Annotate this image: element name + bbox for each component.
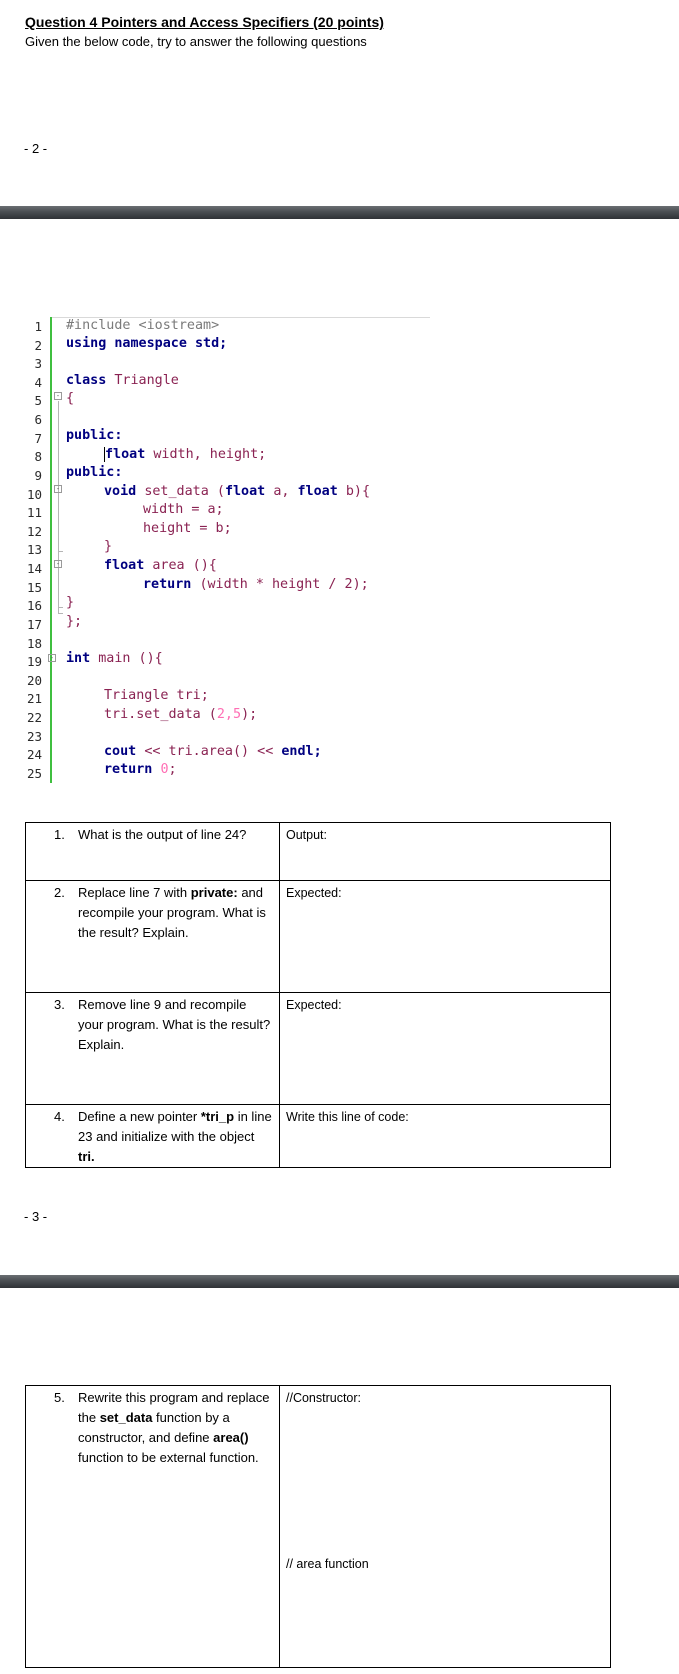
code-line-14: float area (){ <box>104 558 217 573</box>
line-number: 23 <box>26 728 42 744</box>
question-title: Question 4 Pointers and Access Specifiers (20 points) <box>25 14 384 30</box>
page-separator <box>0 1275 679 1288</box>
line-number: 15 <box>26 579 42 595</box>
question-3-text: Remove line 9 and recompile your program. What is the result? Explain. <box>78 997 271 1052</box>
fold-marker-class: - <box>55 392 61 400</box>
line-number: 14 <box>26 561 42 577</box>
line-number: 2 <box>34 337 42 353</box>
answer-label-4: Write this line of code: <box>286 1110 409 1124</box>
code-line-13: } <box>104 539 113 554</box>
line-number: 3 <box>34 356 42 372</box>
code-line-25: return 0; <box>104 762 177 777</box>
answer-label-1: Output: <box>286 828 327 842</box>
line-number: 4 <box>34 374 42 390</box>
code-line-12: height = b; <box>143 521 232 536</box>
fold-line-class <box>58 401 59 613</box>
code-line-17: }; <box>66 614 83 629</box>
line-number: 16 <box>26 598 42 614</box>
question-4-text: Define a new pointer *tri_p in line 23 and initialize with the object tri. <box>78 1109 272 1164</box>
code-line-5: { <box>66 391 75 406</box>
answer-cell-3[interactable] <box>280 993 611 1105</box>
question-subtitle: Given the below code, try to answer the following questions <box>25 34 367 49</box>
question-row-5: 5. Rewrite this program and replace the set_data function by a constructor, and define area() function to be external function. //Constructor: // area function <box>26 1386 611 1668</box>
question-5-table <box>25 1385 611 1668</box>
fold-marker-main: - <box>49 654 55 662</box>
line-number: 18 <box>26 635 42 651</box>
line-number: 12 <box>26 523 42 539</box>
answer-cell-5[interactable] <box>280 1386 611 1668</box>
line-number: 22 <box>26 710 42 726</box>
fold-end <box>58 613 63 614</box>
questions-table <box>25 822 611 1168</box>
line-number: 25 <box>26 765 42 781</box>
fold-marker-set-data: - <box>55 485 61 493</box>
fold-marker-area: - <box>55 560 61 568</box>
code-line-7: public: <box>66 428 123 443</box>
question-row-1: 1. What is the output of line 24? Output: <box>26 823 611 881</box>
code-line-22: tri.set_data (2,5); <box>104 707 258 722</box>
fold-end <box>58 607 63 608</box>
answer-label-3: Expected: <box>286 998 342 1012</box>
line-number: 20 <box>26 672 42 688</box>
code-line-21: Triangle tri; <box>104 688 209 703</box>
code-line-15: return (width * height / 2); <box>143 577 369 592</box>
code-line-16: } <box>66 595 75 610</box>
code-line-19: int main (){ <box>66 651 163 666</box>
answer-cell-4[interactable] <box>280 1105 611 1168</box>
line-number: 1 <box>34 319 42 334</box>
line-number: 24 <box>26 747 42 763</box>
line-number: 10 <box>26 486 42 502</box>
line-number: 5 <box>34 393 42 409</box>
line-number: 11 <box>26 505 42 521</box>
question-2-text: Replace line 7 with private: and recompile your program. What is the result? Explain. <box>78 885 266 940</box>
line-number: 6 <box>34 412 42 428</box>
code-line-4: class Triangle <box>66 373 179 388</box>
question-5-text: Rewrite this program and replace the set_data function by a constructor, and define area() function to be external function. <box>78 1390 270 1465</box>
answer-label-2: Expected: <box>286 886 342 900</box>
page-separator <box>0 206 679 219</box>
code-line-9: public: <box>66 465 123 480</box>
answer-cell-2[interactable] <box>280 881 611 993</box>
code-line-11: width = a; <box>143 502 224 517</box>
code-line-1: #include <iostream> <box>66 318 220 333</box>
code-line-2: using namespace std; <box>66 336 228 351</box>
fold-end <box>58 551 63 552</box>
question-row-3: 3. Remove line 9 and recompile your program. What is the result? Explain. Expected: <box>26 993 611 1105</box>
question-row-2: 2. Replace line 7 with private: and recompile your program. What is the result? Explain. Expected: <box>26 881 611 993</box>
line-number: 8 <box>34 449 42 465</box>
code-line-24: cout << tri.area() << endl; <box>104 744 322 759</box>
code-line-8: float width, height; <box>105 447 267 462</box>
question-row-4: 4. Define a new pointer *tri_p in line 23 and initialize with the object tri. Write this line of code: <box>26 1105 611 1168</box>
line-number: 17 <box>26 616 42 632</box>
page-number: - 2 - <box>24 141 48 156</box>
change-gutter <box>50 317 52 783</box>
line-number: 9 <box>34 467 42 483</box>
page-number: - 3 - <box>24 1209 48 1224</box>
line-number: 7 <box>34 430 42 446</box>
question-1-text: What is the output of line 24? <box>78 827 247 842</box>
answer-label-5-area: // area function <box>286 1557 369 1571</box>
answer-label-5: //Constructor: <box>286 1391 362 1405</box>
line-number: 21 <box>26 691 42 707</box>
code-line-10: void set_data (float a, float b){ <box>104 484 371 499</box>
line-number: 19 <box>26 654 42 670</box>
answer-cell-1[interactable] <box>280 823 611 881</box>
line-number: 13 <box>26 542 42 558</box>
